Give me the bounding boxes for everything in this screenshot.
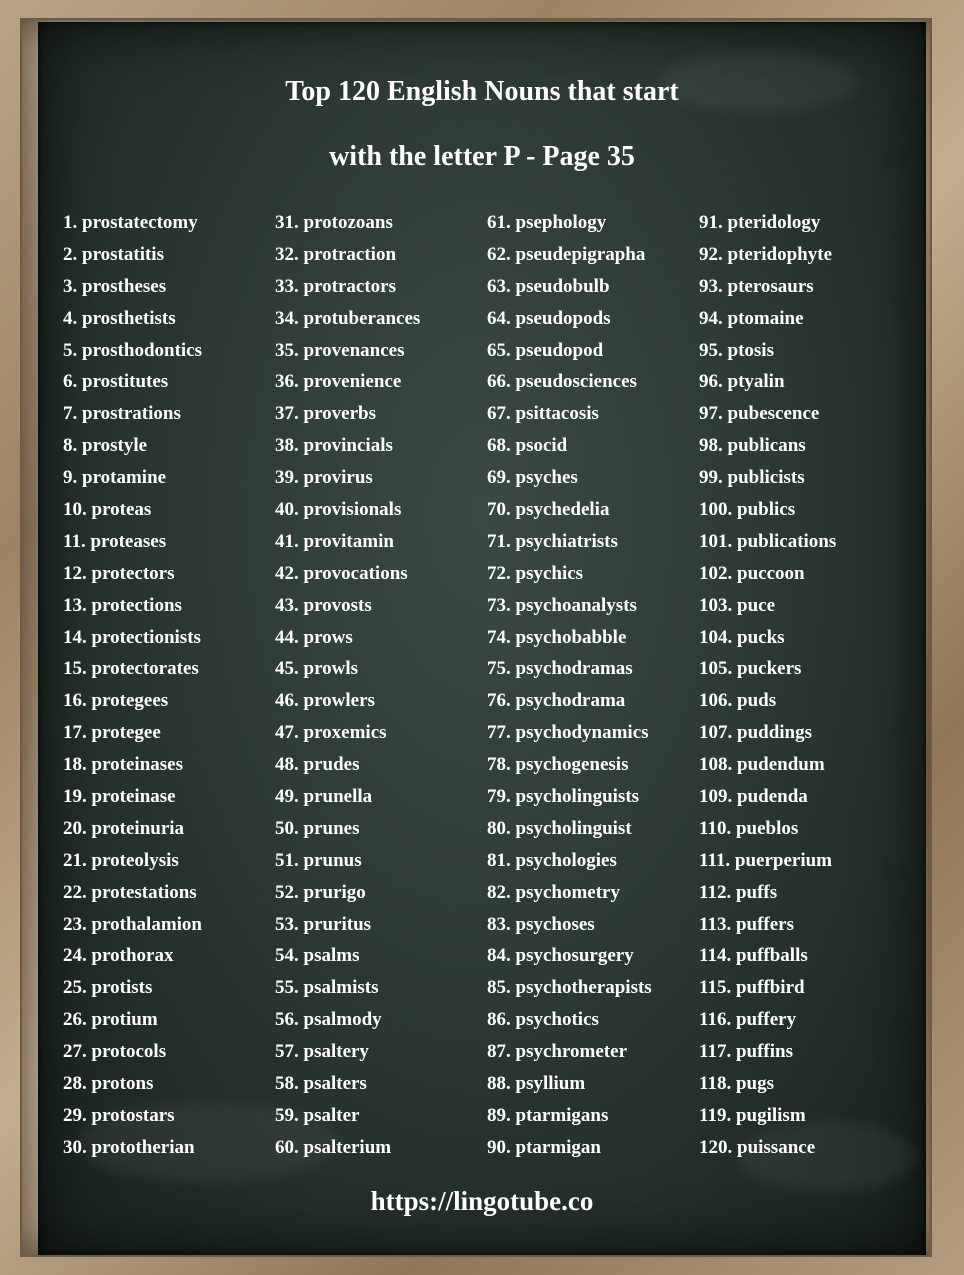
word-list-item: 84. psychosurgery <box>487 945 634 967</box>
word-list-item: 59. psalter <box>275 1104 360 1126</box>
word-list-item: 64. pseudopods <box>487 307 611 329</box>
word-list-item: 111. puerperium <box>699 849 833 871</box>
word-list-item: 38. provincials <box>275 435 393 457</box>
word-list-item: 97. pubescence <box>699 403 820 425</box>
word-list-item: 61. psephology <box>487 212 607 233</box>
word-list-item: 87. psychrometer <box>487 1041 628 1063</box>
word-list-item: 98. publicans <box>699 435 806 457</box>
word-list-item: 12. protectors <box>63 562 175 584</box>
word-list-item: 73. psychoanalysts <box>487 594 637 616</box>
word-list-item: 27. protocols <box>63 1041 167 1063</box>
word-list-item: 25. protists <box>63 977 153 999</box>
word-list-item: 93. pterosaurs <box>699 275 814 297</box>
word-list-item: 100. publics <box>699 499 796 521</box>
word-list-item: 49. prunella <box>275 786 373 808</box>
word-list-item: 95. ptosis <box>699 339 774 361</box>
word-list-item: 83. psychoses <box>487 913 595 935</box>
word-list-item: 108. pudendum <box>699 754 825 776</box>
word-list-item: 9. protamine <box>63 467 167 489</box>
word-list-item: 24. prothorax <box>63 945 174 967</box>
word-list-item: 71. psychiatrists <box>487 530 618 552</box>
word-list-item: 19. proteinase <box>63 786 176 808</box>
word-list-item: 7. prostrations <box>63 403 181 425</box>
word-list-item: 114. puffballs <box>699 945 808 967</box>
word-list-item: 4. prosthetists <box>63 307 176 329</box>
word-list-item: 107. puddings <box>699 722 813 744</box>
word-list-item: 65. pseudopod <box>487 339 604 361</box>
word-list-item: 91. pteridology <box>699 212 821 233</box>
word-list-item: 82. psychometry <box>487 881 620 903</box>
word-list-item: 13. protections <box>63 594 182 616</box>
word-list-item: 119. pugilism <box>699 1104 806 1126</box>
word-list-item: 48. prudes <box>275 754 360 776</box>
word-list-item: 40. provisionals <box>275 499 402 521</box>
word-list-item: 112. puffs <box>699 881 778 903</box>
word-list-item: 86. psychotics <box>487 1009 599 1031</box>
word-list-item: 89. ptarmigans <box>487 1104 609 1126</box>
word-list-item: 56. psalmody <box>275 1009 382 1031</box>
word-list-item: 11. proteases <box>63 530 167 552</box>
word-list-item: 101. publications <box>699 530 837 552</box>
word-list-item: 37. proverbs <box>275 403 376 425</box>
word-list-item: 23. prothalamion <box>63 913 203 935</box>
word-column-4 <box>699 207 836 1164</box>
word-list-item: 31. protozoans <box>275 212 393 233</box>
word-list-item: 75. psychodramas <box>487 658 633 680</box>
word-list-item: 66. pseudosciences <box>487 371 637 393</box>
word-column-2 <box>275 207 420 1164</box>
word-list-item: 45. prowls <box>275 658 359 680</box>
word-list-item: 90. ptarmigan <box>487 1136 601 1158</box>
word-list-item: 70. psychedelia <box>487 499 610 521</box>
word-list-item: 69. psyches <box>487 467 578 489</box>
word-list-item: 35. provenances <box>275 339 405 361</box>
word-list-item: 103. puce <box>699 594 775 616</box>
word-list-item: 78. psychogenesis <box>487 754 629 776</box>
word-list-item: 3. prostheses <box>63 275 167 297</box>
page-title-line-1: Top 120 English Nouns that start <box>285 76 679 107</box>
word-list-item: 16. protegees <box>63 690 169 712</box>
word-list-item: 80. psycholinguist <box>487 817 632 839</box>
word-list-item: 74. psychobabble <box>487 626 627 648</box>
word-list-item: 15. protectorates <box>63 658 199 680</box>
word-list-item: 17. protegee <box>63 722 161 744</box>
word-list-item: 8. prostyle <box>63 435 148 457</box>
word-column-3 <box>487 207 652 1164</box>
word-list-item: 39. provirus <box>275 467 373 489</box>
word-list-item: 47. proxemics <box>275 722 387 744</box>
word-list-item: 63. pseudobulb <box>487 275 610 297</box>
word-list-item: 2. prostatitis <box>63 243 164 265</box>
word-list-item: 68. psocid <box>487 435 568 457</box>
word-list-item: 102. puccoon <box>699 562 805 584</box>
word-list-item: 115. puffbird <box>699 977 805 999</box>
word-list-item: 77. psychodynamics <box>487 722 649 744</box>
word-list-item: 67. psittacosis <box>487 403 599 425</box>
word-list-item: 94. ptomaine <box>699 307 804 329</box>
word-list-item: 117. puffins <box>699 1041 793 1063</box>
word-list-item: 50. prunes <box>275 817 360 839</box>
footer-url: https://lingotube.co <box>370 1186 594 1216</box>
word-list-item: 79. psycholinguists <box>487 786 640 808</box>
word-list-item: 85. psychotherapists <box>487 977 652 999</box>
word-list-item: 57. psaltery <box>275 1041 369 1063</box>
word-list-item: 42. provocations <box>275 562 408 584</box>
word-list-item: 26. protium <box>63 1009 158 1031</box>
word-list-item: 62. pseudepigrapha <box>487 243 646 265</box>
word-list-item: 116. puffery <box>699 1009 797 1031</box>
word-list-item: 20. proteinuria <box>63 817 185 839</box>
word-list-item: 60. psalterium <box>275 1136 392 1158</box>
word-list-item: 81. psychologies <box>487 849 617 871</box>
word-list-item: 104. pucks <box>699 626 785 648</box>
word-list-item: 53. pruritus <box>275 913 372 935</box>
word-list-item: 44. prows <box>275 626 353 648</box>
word-list-item: 18. proteinases <box>63 754 183 776</box>
word-list-item: 58. psalters <box>275 1073 367 1095</box>
word-list-item: 43. provosts <box>275 594 372 616</box>
word-list-item: 109. pudenda <box>699 786 808 808</box>
word-list-item: 10. proteas <box>63 499 152 521</box>
word-list-item: 34. protuberances <box>275 307 421 329</box>
word-list-item: 22. protestations <box>63 881 197 903</box>
word-list-item: 28. protons <box>63 1073 154 1095</box>
word-column-1 <box>63 207 202 1164</box>
word-list-item: 51. prunus <box>275 849 362 871</box>
word-list-item: 21. proteolysis <box>63 849 179 871</box>
word-list-item: 36. provenience <box>275 371 402 393</box>
word-list-item: 33. protractors <box>275 275 397 297</box>
word-list-item: 32. protraction <box>275 243 397 265</box>
word-list-item: 72. psychics <box>487 562 584 584</box>
word-list-item: 46. prowlers <box>275 690 375 712</box>
word-list-item: 6. prostitutes <box>63 371 169 393</box>
word-list-item: 118. pugs <box>699 1073 774 1095</box>
word-list-item: 105. puckers <box>699 658 802 680</box>
word-list-item: 1. prostatectomy <box>63 212 198 233</box>
word-list-item: 55. psalmists <box>275 977 379 999</box>
word-list-item: 14. protectionists <box>63 626 201 648</box>
word-list-item: 120. puissance <box>699 1136 816 1158</box>
page-title-line-2: with the letter P - Page 35 <box>329 141 635 172</box>
word-list-item: 76. psychodrama <box>487 690 626 712</box>
word-list-item: 29. protostars <box>63 1104 175 1126</box>
word-list-item: 52. prurigo <box>275 881 366 903</box>
word-list-item: 30. prototherian <box>63 1136 195 1158</box>
word-list-item: 41. provitamin <box>275 530 394 552</box>
word-list-item: 92. pteridophyte <box>699 243 832 265</box>
word-list-item: 5. prosthodontics <box>63 339 203 361</box>
word-list-item: 99. publicists <box>699 467 805 489</box>
word-list-item: 113. puffers <box>699 913 794 935</box>
word-list-item: 54. psalms <box>275 945 360 967</box>
word-list-item: 106. puds <box>699 690 777 712</box>
word-list-item: 88. psyllium <box>487 1073 586 1095</box>
word-list-item: 96. ptyalin <box>699 371 785 393</box>
word-list-item: 110. pueblos <box>699 817 799 839</box>
